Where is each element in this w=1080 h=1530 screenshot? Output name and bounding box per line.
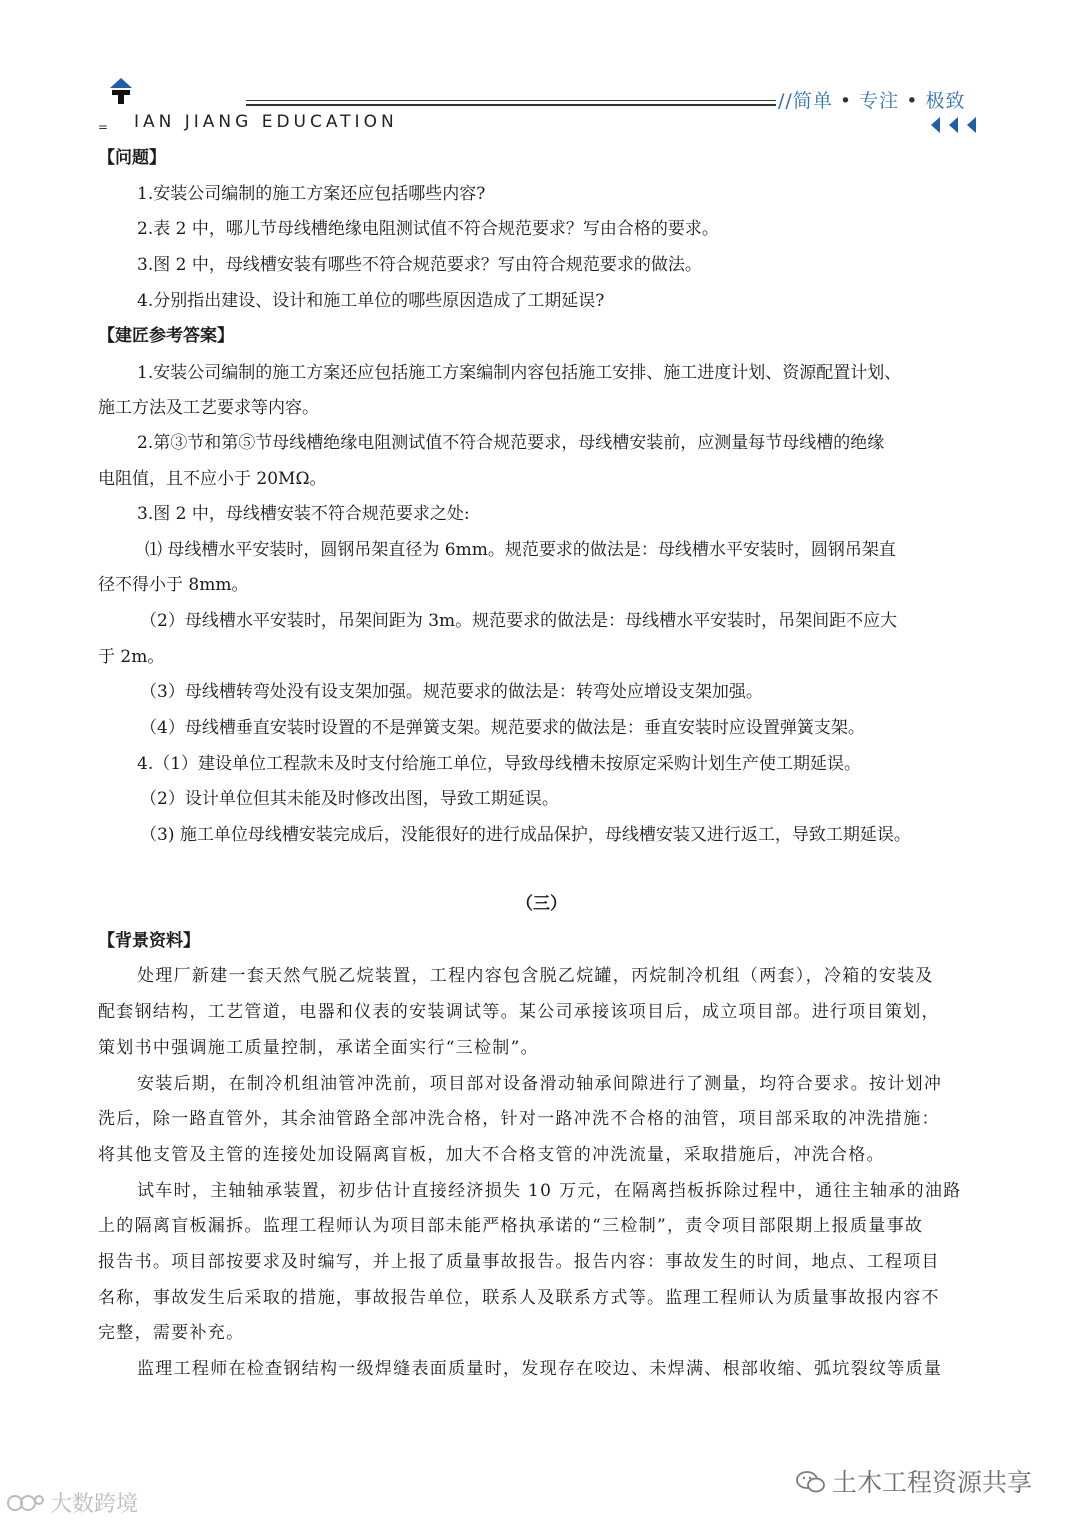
watermark-wechat xyxy=(796,1463,1032,1499)
watermark-logo-icon xyxy=(6,1492,46,1514)
questions-heading: 【问题】 xyxy=(98,148,166,168)
answer-2-line-2: 电阻值，且不应小于 20MΩ。 xyxy=(98,469,327,489)
background-heading: 【背景资料】 xyxy=(98,931,200,951)
answer-3-4: （4）母线槽垂直安装时设置的不是弹簧支架。规范要求的做法是：垂直安装时应设置弹簧支架。 xyxy=(140,718,865,738)
answer-3: 3.图 2 中，母线槽安装不符合规范要求之处: xyxy=(137,504,470,524)
slogan-separator: • xyxy=(906,90,919,112)
background-p2-line-1: 安装后期，在制冷机组油管冲洗前，项目部对设备滑动轴承间隙进行了测量，均符合要求。按计划冲 xyxy=(137,1074,943,1094)
background-p1-line-3: 策划书中强调施工质量控制，承诺全面实行“三检制”。 xyxy=(98,1038,539,1058)
wechat-icon xyxy=(796,1470,826,1494)
header-rule xyxy=(246,100,776,101)
background-p1-line-1: 处理厂新建一套天然气脱乙烷装置，工程内容包含脱乙烷罐，丙烷制冷机组（两套），冷箱的安装及 xyxy=(137,966,934,986)
background-p1-line-2: 配套钢结构，工艺管道，电器和仪表的安装调试等。某公司承接该项目后，成立项目部。进行项目策划， xyxy=(98,1002,940,1022)
background-p3-line-1: 试车时，主轴轴承装置，初步估计直接经济损失 10 万元，在隔离挡板拆除过程中，通往主轴承的油路 xyxy=(137,1181,962,1201)
brand-name: IAN JIANG EDUCATION xyxy=(134,112,398,132)
answer-3-1-line-1: ⑴ 母线槽水平安装时，圆钢吊架直径为 6mm。规范要求的做法是：母线槽水平安装时，圆钢吊架直 xyxy=(145,540,896,560)
slogan-word-2: 专注 xyxy=(859,90,900,112)
question-2: 2.表 2 中，哪儿节母线槽绝缘电阻测试值不符合规范要求？写由合格的要求。 xyxy=(137,219,719,239)
question-3: 3.图 2 中，母线槽安装有哪些不符合规范要求？写由符合规范要求的做法。 xyxy=(137,255,702,275)
background-p3-line-3: 报告书。项目部按要求及时编写，并上报了质量事故报告。报告内容：事故发生的时间，地点、工程项目 xyxy=(98,1252,940,1272)
answer-4-2: （2）设计单位但其未能及时修改出图，导致工期延误。 xyxy=(140,789,559,809)
answer-3-3: （3）母线槽转弯处没有设支架加强。规范要求的做法是：转弯处应增设支架加强。 xyxy=(140,682,763,702)
answer-1-line-2: 施工方法及工艺要求等内容。 xyxy=(98,398,319,418)
header-rule-thick xyxy=(246,104,776,106)
watermark-left xyxy=(6,1487,138,1518)
header-slogan xyxy=(778,86,965,113)
background-p3-line-2: 上的隔离盲板漏拆。监理工程师认为项目部未能严格执承诺的“三检制”，责令项目部限期上报质量事故 xyxy=(98,1216,924,1236)
background-p3-line-5: 完整，需要补充。 xyxy=(98,1323,245,1343)
answer-4-3: （3) 施工单位母线槽安装完成后，没能很好的进行成品保护，母线槽安装又进行返工，导致工期延误。 xyxy=(140,825,911,845)
slogan-word-3: 极致 xyxy=(925,90,966,112)
answer-3-1-line-2: 径不得小于 8mm。 xyxy=(98,575,249,595)
background-p2-line-3: 将其他支管及主管的连接处加设隔离盲板，加大不合格支管的冲洗流量，采取措施后，冲洗合格。 xyxy=(98,1145,885,1165)
background-p2-line-2: 洗后，除一路直管外，其余油管路全部冲洗合格，针对一路冲洗不合格的油管，项目部采取的冲洗措施： xyxy=(98,1109,940,1129)
answer-1-line-1: 1.安装公司编制的施工方案还应包括施工方案编制内容包括施工安排、施工进度计划、资源配置计划、 xyxy=(137,363,902,383)
answer-3-2-line-2: 于 2m。 xyxy=(98,647,165,667)
background-p3-line-4: 名称，事故发生后采取的措施，事故报告单位，联系人及联系方式等。监理工程师认为质量事故报内容不 xyxy=(98,1288,940,1308)
slogan-prefix: // xyxy=(778,90,793,112)
answers-heading: 【建匠参考答案】 xyxy=(98,326,234,346)
watermark-right-text: 土木工程资源共享 xyxy=(832,1468,1033,1497)
question-1: 1.安装公司编制的施工方案还应包括哪些内容? xyxy=(137,184,486,204)
question-4: 4.分别指出建设、设计和施工单位的哪些原因造成了工期延误? xyxy=(137,291,605,311)
header-small-mark: = xyxy=(98,120,109,134)
answer-3-2-line-1: （2）母线槽水平安装时，吊架间距为 3m。规范要求的做法是：母线槽水平安装时，吊架间距不应大 xyxy=(140,611,898,631)
answer-2-line-1: 2.第③节和第⑤节母线槽绝缘电阻测试值不符合规范要求，母线槽安装前，应测量每节母线槽的绝缘 xyxy=(137,433,885,453)
brand-logo-icon xyxy=(108,76,134,106)
slogan-word-1: 简单 xyxy=(792,90,833,112)
watermark-left-text: 大数跨境 xyxy=(50,1492,139,1517)
background-p4-line-1: 监理工程师在检查钢结构一级焊缝表面质量时，发现存在咬边、未焊满、根部收缩、弧坑裂纹等质量 xyxy=(137,1359,943,1379)
section-title: （三） xyxy=(516,894,567,914)
slogan-separator: • xyxy=(839,90,853,112)
answer-4-1: 4.（1）建设单位工程款未及时支付给施工单位，导致母线槽未按原定采购计划生产使工期延误。 xyxy=(137,754,862,774)
triple-arrow-icon xyxy=(930,115,984,135)
